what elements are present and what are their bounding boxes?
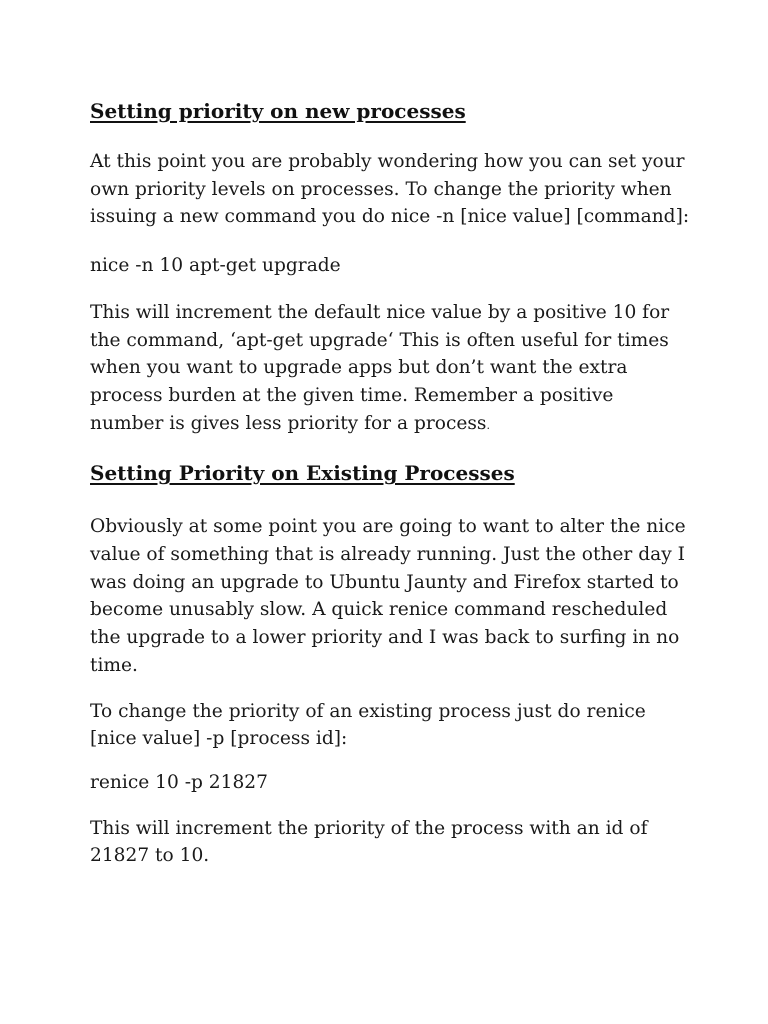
section-heading-existing-processes: Setting Priority on Existing Processes [90,461,515,486]
paragraph-intro: At this point you are probably wondering how you can set your own priority levels on processes. To change the priority when issuing a new command you do nice -n [nice value] [command]: [90,151,690,228]
paragraph-renice-explanation: This will increment the priority of the process with an id of 21827 to 10. [90,817,648,867]
document-page [90,96,690,870]
paragraph-renice-story: Obviously at some point you are going to want to alter the nice value of something that is already running. Just the other day I was doing an upgrade to Ubuntu Jaunty and Firefox started to become unusably slow. A quick renice command rescheduled the upgrade to a lower priority and I was back to surfing in no time. [90,516,686,676]
paragraph-renice-usage: To change the priority of an existing process just do renice [nice value] -p [process id]: [90,700,646,750]
paragraph-nice-explanation-text: This will increment the default nice value by a positive 10 for the command, ‘apt-get upgrade‘ This is often useful for times when you want to upgrade apps but don’t want the extra process burden at the given time. Remember a positive number is gives less priority for a process [90,301,670,434]
paragraph-nice-explanation-period: . [486,418,490,432]
section-heading-new-processes: Setting priority on new processes [90,99,466,123]
command-example-nice: nice -n 10 apt-get upgrade [90,255,341,277]
command-example-renice: renice 10 -p 21827 [90,771,268,793]
paragraph-nice-explanation [90,299,690,440]
